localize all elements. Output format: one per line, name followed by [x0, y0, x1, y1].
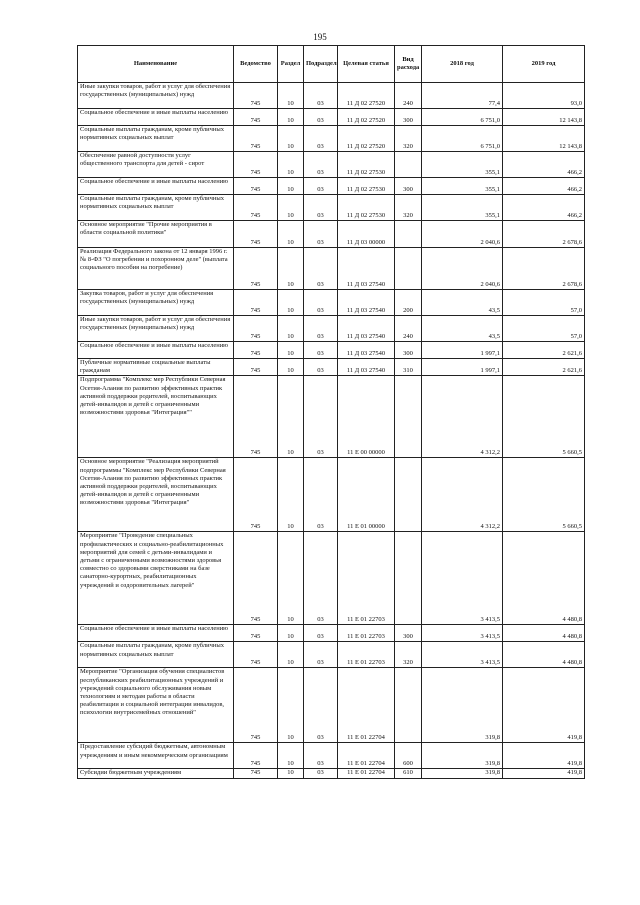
- cell-department: 745: [234, 625, 278, 642]
- cell-department: 745: [234, 668, 278, 743]
- cell-name: Мероприятие "Проведение специальных профилактических и социально-реабилитационных мероприятий для семей с детьми-инвалидами и детьми с ограниченными возможностями здоровья совместно со здоровыми сверстниками на базе санаторно-курортных, реабилитационных учреждений и оздоровительных лагерей": [78, 532, 234, 625]
- table-row: [78, 178, 585, 195]
- cell-target-article: 11 Д 02 27520: [338, 126, 395, 152]
- cell-subsection: 03: [304, 83, 338, 109]
- cell-section: 10: [278, 668, 304, 743]
- cell-2019: 466,2: [503, 195, 585, 221]
- cell-expense-type: 610: [395, 769, 422, 778]
- cell-target-article: 11 Е 01 22704: [338, 668, 395, 743]
- cell-department: 745: [234, 342, 278, 359]
- cell-2018: 355,1: [422, 152, 503, 178]
- cell-2019: 2 621,6: [503, 359, 585, 376]
- cell-department: 745: [234, 221, 278, 248]
- cell-section: 10: [278, 769, 304, 778]
- cell-expense-type: 320: [395, 126, 422, 152]
- cell-target-article: 11 Д 02 27530: [338, 195, 395, 221]
- cell-department: 745: [234, 642, 278, 668]
- cell-expense-type: 240: [395, 83, 422, 109]
- cell-expense-type: 320: [395, 642, 422, 668]
- cell-2018: 355,1: [422, 195, 503, 221]
- cell-section: 10: [278, 152, 304, 178]
- cell-subsection: 03: [304, 316, 338, 342]
- cell-expense-type: 200: [395, 290, 422, 316]
- column-header-2018: 2018 год: [422, 46, 503, 83]
- cell-2018: 3 413,5: [422, 625, 503, 642]
- cell-expense-type: 300: [395, 178, 422, 195]
- cell-expense-type: 600: [395, 743, 422, 769]
- cell-target-article: 11 Д 03 27540: [338, 342, 395, 359]
- cell-department: 745: [234, 152, 278, 178]
- cell-subsection: 03: [304, 221, 338, 248]
- cell-expense-type: [395, 221, 422, 248]
- cell-name: Предоставление субсидий бюджетным, автономным учреждениям и иным некоммерческим организациям: [78, 743, 234, 769]
- cell-name: Иные закупки товаров, работ и услуг для обеспечения государственных (муниципальных) нужд: [78, 316, 234, 342]
- cell-department: 745: [234, 109, 278, 126]
- cell-department: 745: [234, 532, 278, 625]
- header-row: [78, 46, 585, 83]
- cell-subsection: 03: [304, 743, 338, 769]
- cell-department: 745: [234, 743, 278, 769]
- cell-section: 10: [278, 743, 304, 769]
- table-row: [78, 316, 585, 342]
- cell-subsection: 03: [304, 178, 338, 195]
- column-header-section: Раздел: [278, 46, 304, 83]
- cell-2019: 419,8: [503, 769, 585, 778]
- cell-department: 745: [234, 126, 278, 152]
- cell-2019: 4 480,8: [503, 532, 585, 625]
- column-header-name: Наименование: [78, 46, 234, 83]
- cell-section: 10: [278, 359, 304, 376]
- cell-2019: 57,0: [503, 290, 585, 316]
- cell-expense-type: 310: [395, 359, 422, 376]
- column-header-subsection: Подраздел: [304, 46, 338, 83]
- page-number: 195: [313, 32, 327, 42]
- cell-subsection: 03: [304, 195, 338, 221]
- cell-name: Социальные выплаты гражданам, кроме публичных нормативных социальных выплат: [78, 126, 234, 152]
- cell-section: 10: [278, 178, 304, 195]
- cell-expense-type: 300: [395, 625, 422, 642]
- cell-target-article: 11 Д 03 00000: [338, 221, 395, 248]
- cell-name: Социальное обеспечение и иные выплаты населению: [78, 625, 234, 642]
- cell-expense-type: [395, 152, 422, 178]
- cell-section: 10: [278, 625, 304, 642]
- cell-2019: 12 143,8: [503, 109, 585, 126]
- table-row: [78, 532, 585, 625]
- cell-2018: 6 751,0: [422, 126, 503, 152]
- cell-section: 10: [278, 290, 304, 316]
- cell-expense-type: [395, 458, 422, 532]
- table-body: [78, 83, 585, 779]
- table-row: [78, 376, 585, 458]
- cell-2018: 4 312,2: [422, 376, 503, 458]
- cell-2018: 6 751,0: [422, 109, 503, 126]
- cell-2018: 319,8: [422, 769, 503, 778]
- cell-target-article: 11 Д 02 27520: [338, 83, 395, 109]
- cell-department: 745: [234, 769, 278, 778]
- table-row: [78, 625, 585, 642]
- budget-table: [77, 45, 585, 779]
- table-row: [78, 126, 585, 152]
- cell-name: Мероприятие "Организация обучения специалистов республиканских реабилитационных учреждений и учреждений социального обслуживания новым технологиям и методам работы в области реабилитации и социальной интеграции инвалидов, психологии внутрисемейных отношений": [78, 668, 234, 743]
- cell-section: 10: [278, 221, 304, 248]
- cell-2019: 419,8: [503, 668, 585, 743]
- cell-subsection: 03: [304, 152, 338, 178]
- table-row: [78, 290, 585, 316]
- cell-subsection: 03: [304, 359, 338, 376]
- cell-department: 745: [234, 316, 278, 342]
- cell-2018: 319,8: [422, 668, 503, 743]
- cell-2019: 4 480,8: [503, 642, 585, 668]
- cell-expense-type: 240: [395, 316, 422, 342]
- cell-target-article: 11 Д 02 27530: [338, 178, 395, 195]
- cell-2019: 2 621,6: [503, 342, 585, 359]
- cell-section: 10: [278, 642, 304, 668]
- column-header-target-article: Целевая статья: [338, 46, 395, 83]
- cell-expense-type: [395, 248, 422, 290]
- cell-2018: 43,5: [422, 316, 503, 342]
- cell-target-article: 11 Д 03 27540: [338, 316, 395, 342]
- cell-name: Основное мероприятие "Прочие мероприятия в области социальной политики": [78, 221, 234, 248]
- cell-2018: 1 997,1: [422, 342, 503, 359]
- cell-expense-type: 300: [395, 109, 422, 126]
- cell-target-article: 11 Е 01 22704: [338, 769, 395, 778]
- cell-section: 10: [278, 316, 304, 342]
- cell-subsection: 03: [304, 342, 338, 359]
- cell-section: 10: [278, 376, 304, 458]
- cell-target-article: 11 Д 02 27520: [338, 109, 395, 126]
- cell-2019: 2 678,6: [503, 248, 585, 290]
- table-row: [78, 109, 585, 126]
- cell-subsection: 03: [304, 769, 338, 778]
- table-row: [78, 83, 585, 109]
- cell-expense-type: 320: [395, 195, 422, 221]
- cell-subsection: 03: [304, 625, 338, 642]
- cell-section: 10: [278, 458, 304, 532]
- cell-name: Социальное обеспечение и иные выплаты населению: [78, 178, 234, 195]
- cell-target-article: 11 Е 01 22703: [338, 642, 395, 668]
- cell-2019: 466,2: [503, 178, 585, 195]
- cell-target-article: 11 Д 03 27540: [338, 248, 395, 290]
- cell-department: 745: [234, 290, 278, 316]
- cell-department: 745: [234, 195, 278, 221]
- column-header-expense-type: Вид расхода: [395, 46, 422, 83]
- cell-target-article: 11 Е 01 22704: [338, 743, 395, 769]
- table-row: [78, 769, 585, 778]
- cell-department: 745: [234, 376, 278, 458]
- table-row: [78, 642, 585, 668]
- cell-subsection: 03: [304, 532, 338, 625]
- cell-name: Социальное обеспечение и иные выплаты населению: [78, 342, 234, 359]
- cell-name: Реализация Федерального закона от 12 января 1996 г. № 8-ФЗ "О погребении и похоронном деле" (выплата социального пособия на погребение): [78, 248, 234, 290]
- cell-2019: 4 480,8: [503, 625, 585, 642]
- table-row: [78, 668, 585, 743]
- cell-2019: 93,0: [503, 83, 585, 109]
- cell-2018: 77,4: [422, 83, 503, 109]
- cell-2019: 2 678,6: [503, 221, 585, 248]
- cell-subsection: 03: [304, 126, 338, 152]
- cell-2018: 3 413,5: [422, 642, 503, 668]
- cell-expense-type: [395, 668, 422, 743]
- cell-subsection: 03: [304, 668, 338, 743]
- cell-department: 745: [234, 83, 278, 109]
- cell-subsection: 03: [304, 290, 338, 316]
- cell-2018: 4 312,2: [422, 458, 503, 532]
- cell-2018: 319,8: [422, 743, 503, 769]
- cell-section: 10: [278, 109, 304, 126]
- cell-2018: 43,5: [422, 290, 503, 316]
- cell-section: 10: [278, 248, 304, 290]
- table-row: [78, 342, 585, 359]
- table-row: [78, 195, 585, 221]
- cell-subsection: 03: [304, 109, 338, 126]
- cell-name: Иные закупки товаров, работ и услуг для обеспечения государственных (муниципальных) нужд: [78, 83, 234, 109]
- cell-department: 745: [234, 458, 278, 532]
- table-row: [78, 248, 585, 290]
- cell-expense-type: 300: [395, 342, 422, 359]
- cell-target-article: 11 Е 01 00000: [338, 458, 395, 532]
- table-row: [78, 458, 585, 532]
- cell-department: 745: [234, 178, 278, 195]
- cell-section: 10: [278, 83, 304, 109]
- cell-target-article: 11 Е 00 00000: [338, 376, 395, 458]
- cell-department: 745: [234, 359, 278, 376]
- cell-2018: 355,1: [422, 178, 503, 195]
- cell-expense-type: [395, 376, 422, 458]
- cell-name: Социальные выплаты гражданам, кроме публичных нормативных социальных выплат: [78, 642, 234, 668]
- cell-section: 10: [278, 532, 304, 625]
- cell-2018: 2 040,6: [422, 248, 503, 290]
- cell-2018: 2 040,6: [422, 221, 503, 248]
- cell-2019: 466,2: [503, 152, 585, 178]
- cell-name: Основное мероприятие "Реализация мероприятий подпрограммы "Комплекс мер Республики Северная Осетия-Алания по развитию эффективных практик активной поддержки родителей, воспитывающих детей-инвалидов и детей с ограниченными возможностями здоровья "Интеграция": [78, 458, 234, 532]
- cell-section: 10: [278, 342, 304, 359]
- table-row: [78, 152, 585, 178]
- cell-2019: 12 143,8: [503, 126, 585, 152]
- cell-target-article: 11 Е 01 22703: [338, 625, 395, 642]
- table-row: [78, 743, 585, 769]
- cell-name: Закупка товаров, работ и услуг для обеспечения государственных (муниципальных) нужд: [78, 290, 234, 316]
- cell-2018: 3 413,5: [422, 532, 503, 625]
- table-row: [78, 359, 585, 376]
- cell-2019: 57,0: [503, 316, 585, 342]
- cell-target-article: 11 Е 01 22703: [338, 532, 395, 625]
- cell-subsection: 03: [304, 458, 338, 532]
- column-header-2019: 2019 год: [503, 46, 585, 83]
- cell-2019: 419,8: [503, 743, 585, 769]
- cell-target-article: 11 Д 02 27530: [338, 152, 395, 178]
- cell-department: 745: [234, 248, 278, 290]
- cell-expense-type: [395, 532, 422, 625]
- cell-section: 10: [278, 195, 304, 221]
- cell-2019: 5 660,5: [503, 458, 585, 532]
- column-header-department: Ведомство: [234, 46, 278, 83]
- table-row: [78, 221, 585, 248]
- cell-section: 10: [278, 126, 304, 152]
- cell-name: Субсидии бюджетным учреждениям: [78, 769, 234, 778]
- cell-name: Социальные выплаты гражданам, кроме публичных нормативных социальных выплат: [78, 195, 234, 221]
- cell-target-article: 11 Д 03 27540: [338, 359, 395, 376]
- cell-target-article: 11 Д 03 27540: [338, 290, 395, 316]
- cell-name: Социальное обеспечение и иные выплаты населению: [78, 109, 234, 126]
- cell-name: Обеспечение равной доступности услуг общественного транспорта для детей - сирот: [78, 152, 234, 178]
- cell-name: Подпрограмма "Комплекс мер Республики Северная Осетия-Алания по развитию эффективных практик активной поддержки родителей, воспитывающих детей-инвалидов и детей с ограниченными возможностями здоровья "Интеграция"": [78, 376, 234, 458]
- cell-name: Публичные нормативные социальные выплаты гражданам: [78, 359, 234, 376]
- cell-subsection: 03: [304, 376, 338, 458]
- cell-2018: 1 997,1: [422, 359, 503, 376]
- cell-2019: 5 660,5: [503, 376, 585, 458]
- cell-subsection: 03: [304, 642, 338, 668]
- cell-subsection: 03: [304, 248, 338, 290]
